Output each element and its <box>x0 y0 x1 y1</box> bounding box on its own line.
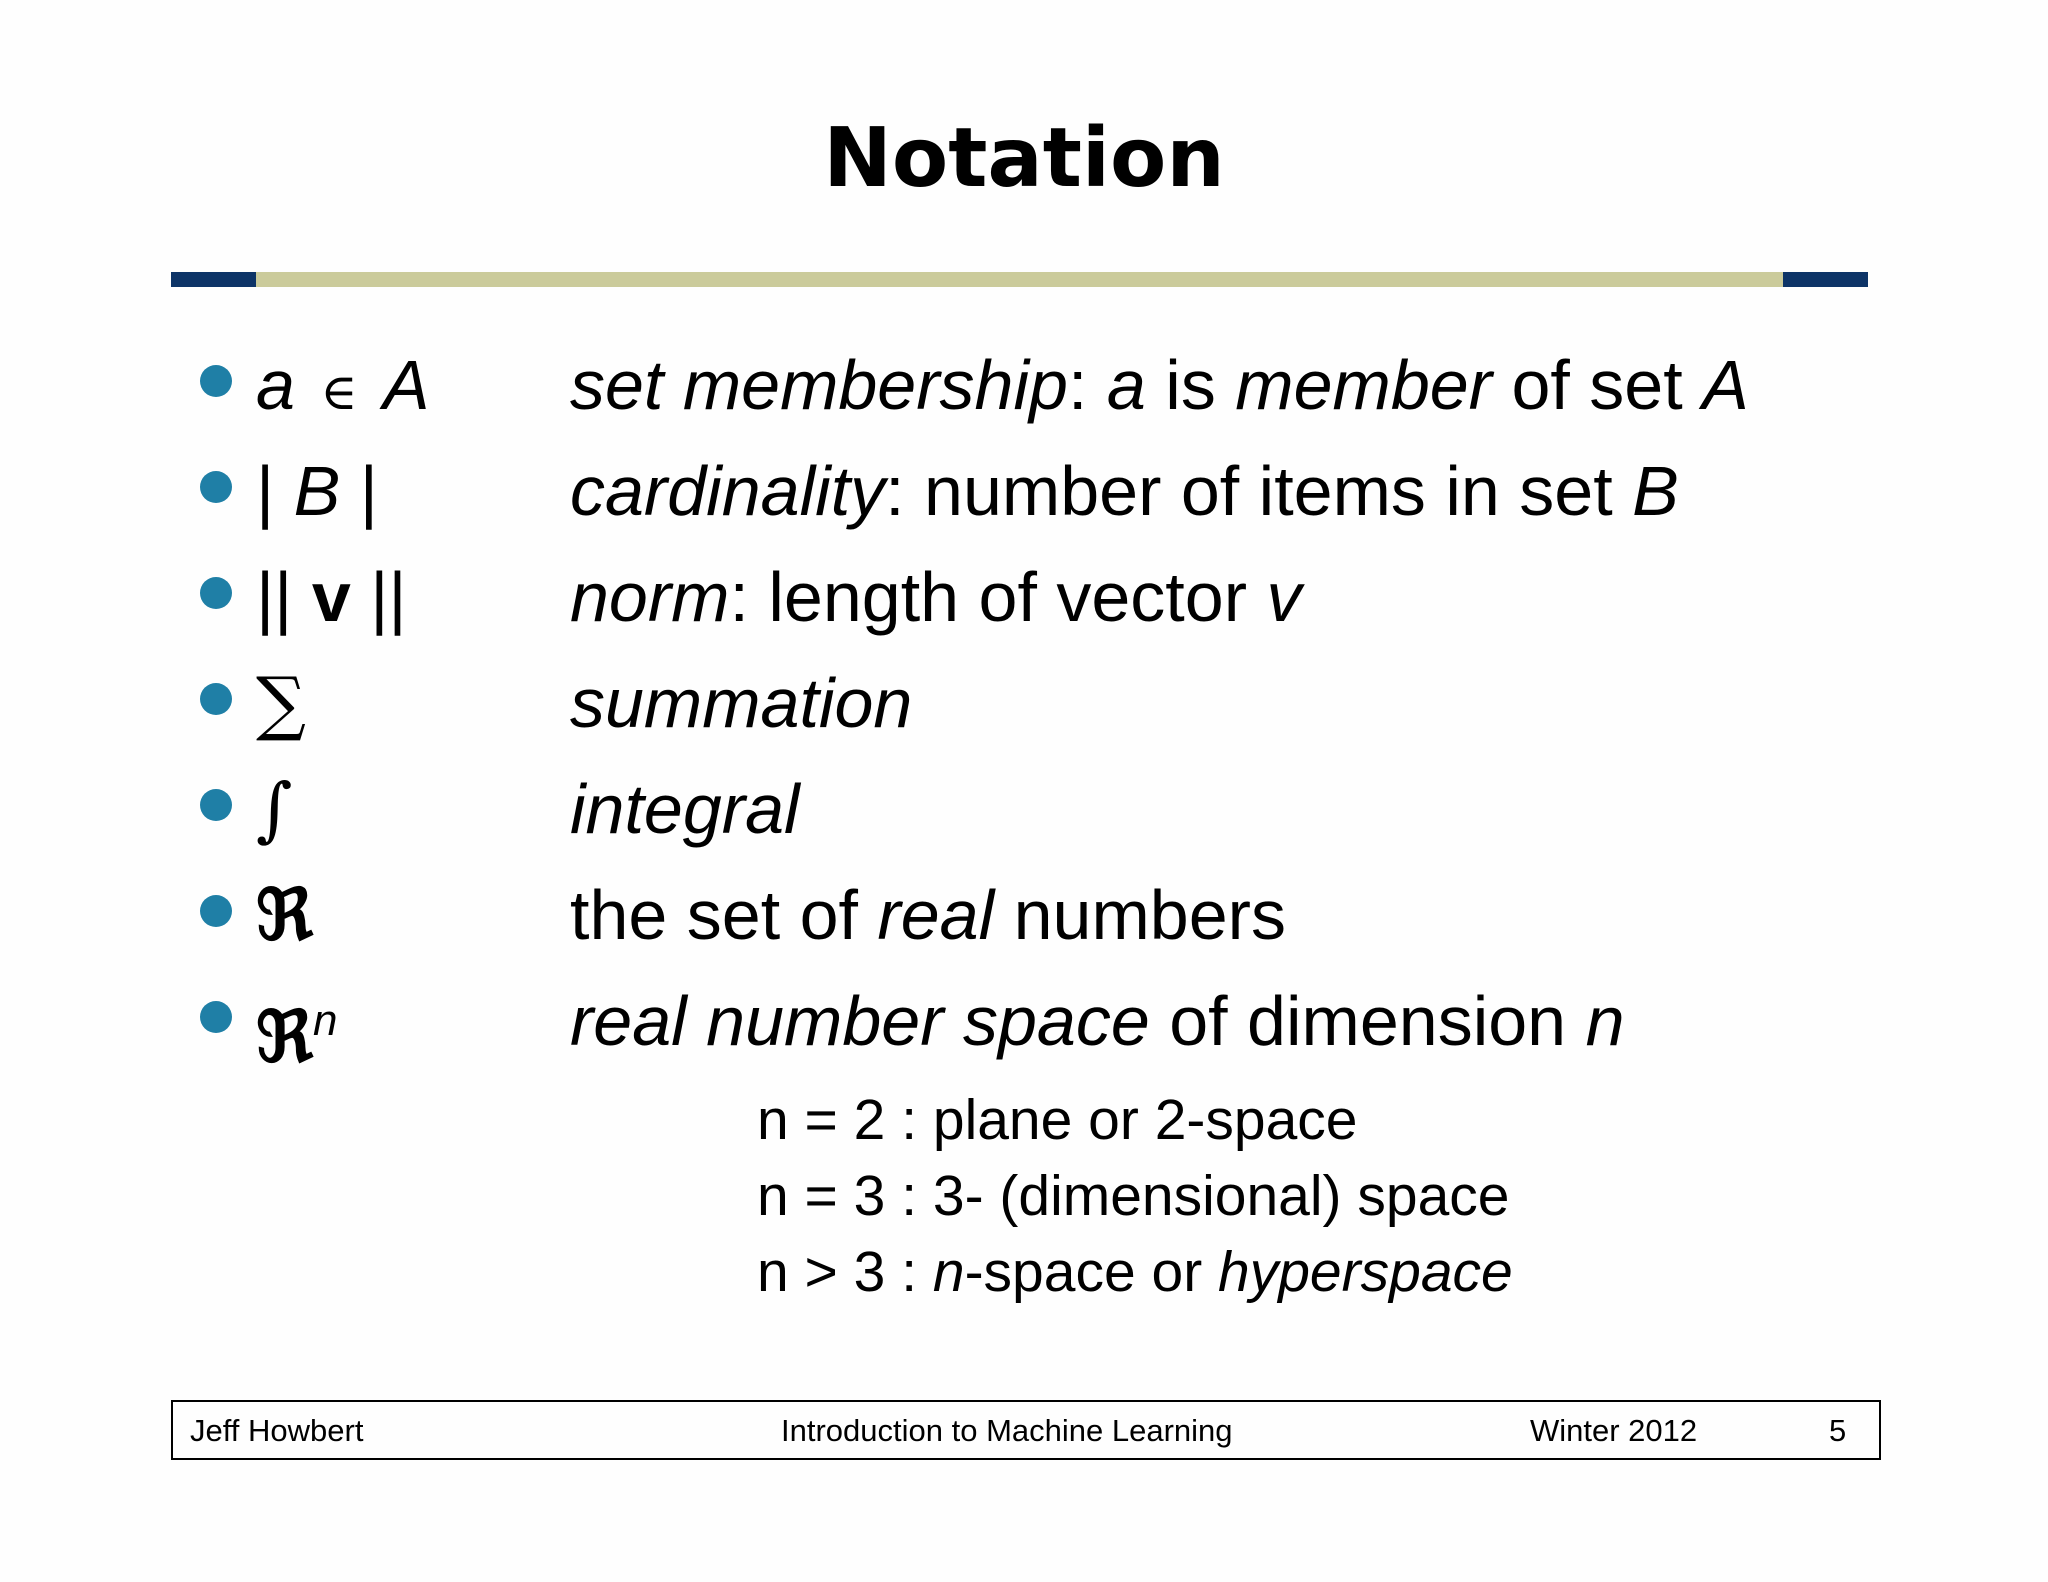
term-integral: integral <box>570 770 800 848</box>
example-n-pre: n > 3 : <box>757 1240 933 1304</box>
bullet-row-real-numbers <box>0 865 2048 965</box>
term-member: member <box>1235 346 1492 424</box>
dimension-examples <box>757 1082 1513 1310</box>
desc-of-set: of set <box>1492 346 1703 424</box>
desc-var-A: A <box>1702 346 1749 424</box>
bullet-icon <box>200 365 232 397</box>
description-cardinality <box>570 441 1679 541</box>
dimension-example-2: n = 2 : plane or 2-space <box>757 1088 1358 1152</box>
symbol-element-a: a <box>256 346 295 424</box>
bullet-icon <box>200 683 232 715</box>
desc-is: is <box>1145 346 1236 424</box>
slide-footer <box>171 1400 1881 1460</box>
description-norm <box>570 547 1301 647</box>
bar-right: | <box>340 452 378 530</box>
description-integral <box>570 759 800 859</box>
example-n-mid: -space or <box>964 1240 1219 1304</box>
bullet-icon <box>200 577 232 609</box>
symbol-set-A: A <box>382 346 430 424</box>
element-of-icon: ∈ <box>320 363 358 421</box>
bullet-icon <box>200 471 232 503</box>
double-bar-left: || <box>256 558 312 636</box>
description-real-numbers <box>570 865 1286 965</box>
desc-var-n: n <box>1585 982 1625 1060</box>
bullet-icon <box>200 789 232 821</box>
term-real: real <box>877 876 995 954</box>
dimension-example-3: n = 3 : 3- (dimensional) space <box>757 1164 1510 1228</box>
desc-cardinality-rest: : number of items in set <box>885 452 1633 530</box>
bullet-icon <box>200 1001 232 1033</box>
term-set-membership: set membership <box>570 346 1068 424</box>
real-space-icon: ℜ <box>256 995 313 1078</box>
bullet-row-cardinality <box>0 441 2048 541</box>
desc-dimension: of dimension <box>1149 982 1586 1060</box>
title-rule-left-cap <box>171 272 256 287</box>
desc-real-post: numbers <box>994 876 1286 954</box>
term-hyperspace: hyperspace <box>1218 1240 1513 1304</box>
desc-colon: : <box>1067 346 1088 424</box>
desc-var-a: a <box>1106 346 1146 424</box>
double-bar-right: || <box>350 558 407 636</box>
symbol-set-B: B <box>293 452 341 530</box>
bullet-icon <box>200 895 232 927</box>
desc-var-v: v <box>1266 558 1302 636</box>
page-title: Notation <box>823 111 1225 206</box>
term-norm: norm <box>570 558 730 636</box>
footer-author: Jeff Howbert <box>190 1413 364 1448</box>
bar-left: | <box>256 452 294 530</box>
bullet-row-integral <box>0 759 2048 859</box>
footer-page-number: 5 <box>1829 1413 1847 1448</box>
symbol-vector-v: v <box>311 558 351 636</box>
bullet-row-norm <box>0 547 2048 647</box>
term-cardinality: cardinality <box>570 452 886 530</box>
desc-norm-rest: : length of vector <box>729 558 1267 636</box>
superscript-n: n <box>312 996 338 1045</box>
symbol-real-space <box>256 971 337 1087</box>
title-rule-right-cap <box>1783 272 1868 287</box>
description-set-membership <box>570 335 1749 435</box>
summation-icon: ∑ <box>256 662 306 744</box>
title-rule <box>171 272 1868 287</box>
integral-icon: ∫ <box>256 768 293 850</box>
bullet-row-summation <box>0 653 2048 753</box>
desc-var-B: B <box>1632 452 1679 530</box>
bullet-row-real-number-space <box>0 971 2048 1078</box>
real-numbers-icon: ℜ <box>256 873 313 956</box>
description-real-number-space <box>570 971 1625 1071</box>
bullet-row-set-membership <box>0 335 2048 435</box>
footer-course: Introduction to Machine Learning <box>781 1413 1233 1448</box>
dimension-example-n <box>757 1234 1513 1310</box>
term-real-number-space: real number space <box>570 982 1150 1060</box>
desc-real-pre: the set of <box>570 876 878 954</box>
symbol-norm <box>256 547 407 647</box>
term-summation: summation <box>570 664 913 742</box>
description-summation <box>570 653 912 753</box>
symbol-set-membership <box>256 335 430 442</box>
symbol-cardinality <box>256 441 378 541</box>
footer-term: Winter 2012 <box>1530 1413 1698 1448</box>
example-n-var: n <box>932 1240 965 1304</box>
